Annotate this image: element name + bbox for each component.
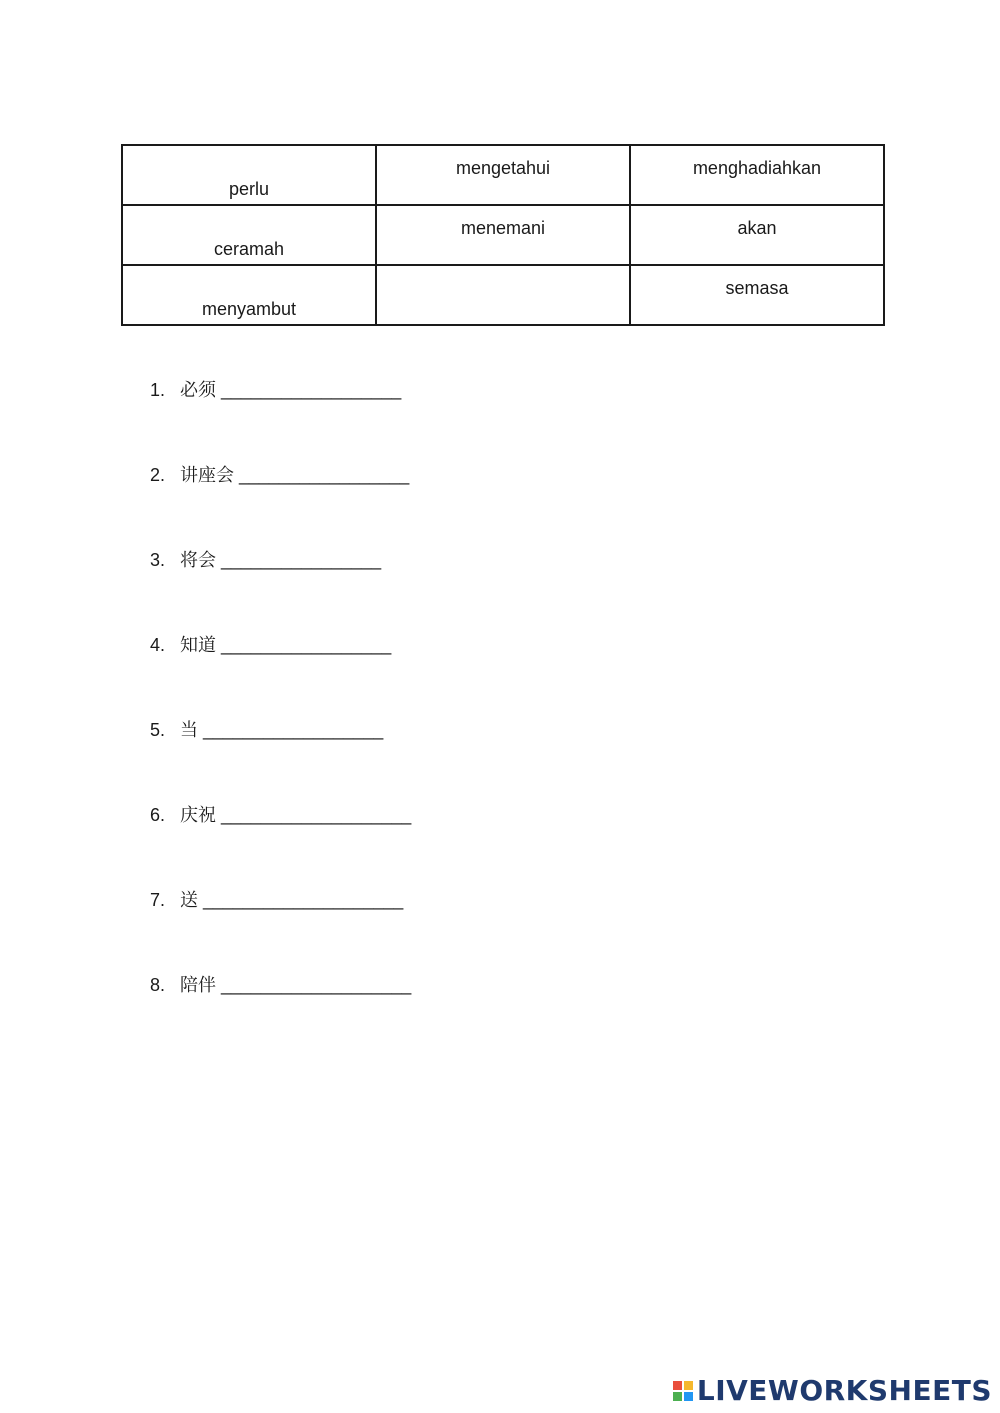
word-bank-row [122,205,884,265]
question-item [150,549,381,572]
word-bank-table [121,144,885,326]
answer-blank[interactable]: ___________________ [221,805,412,825]
question-number: 4. [150,635,166,655]
answer-blank[interactable]: __________________ [221,380,402,400]
answer-blank[interactable]: ___________________ [221,975,412,995]
question-number: 1. [150,380,166,400]
question-item [150,719,383,742]
word-cell: akan [630,205,884,265]
question-number: 2. [150,465,166,485]
answer-blank[interactable]: ____________________ [203,890,404,910]
word-cell: mengetahui [376,145,630,205]
question-item [150,464,409,487]
question-number: 5. [150,720,166,740]
word-cell: menyambut [122,265,376,325]
question-item [150,974,411,997]
answer-blank[interactable]: _________________ [221,635,392,655]
question-number: 6. [150,805,166,825]
liveworksheets-logo [673,1374,992,1407]
word-bank-row [122,145,884,205]
word-cell: menemani [376,205,630,265]
word-cell: perlu [122,145,376,205]
question-item [150,634,391,657]
brand-name: LIVEWORKSHEETS [696,1374,992,1407]
logo-tiles-icon [673,1381,693,1401]
question-text: 陪伴 [180,975,216,996]
question-number: 7. [150,890,166,910]
question-number: 8. [150,975,166,995]
question-text: 将会 [180,550,216,571]
question-text: 庆祝 [180,805,216,826]
answer-blank[interactable]: _________________ [239,465,410,485]
question-text: 知道 [180,635,216,656]
question-item [150,804,411,827]
question-text: 当 [180,720,198,741]
question-item [150,379,401,402]
word-cell [376,265,630,325]
word-bank-row [122,265,884,325]
word-cell: ceramah [122,205,376,265]
question-text: 讲座会 [180,465,234,486]
word-cell: semasa [630,265,884,325]
question-text: 送 [180,890,198,911]
question-item [150,889,403,912]
answer-blank[interactable]: __________________ [203,720,384,740]
word-cell: menghadiahkan [630,145,884,205]
question-number: 3. [150,550,166,570]
answer-blank[interactable]: ________________ [221,550,382,570]
question-text: 必须 [180,380,216,401]
